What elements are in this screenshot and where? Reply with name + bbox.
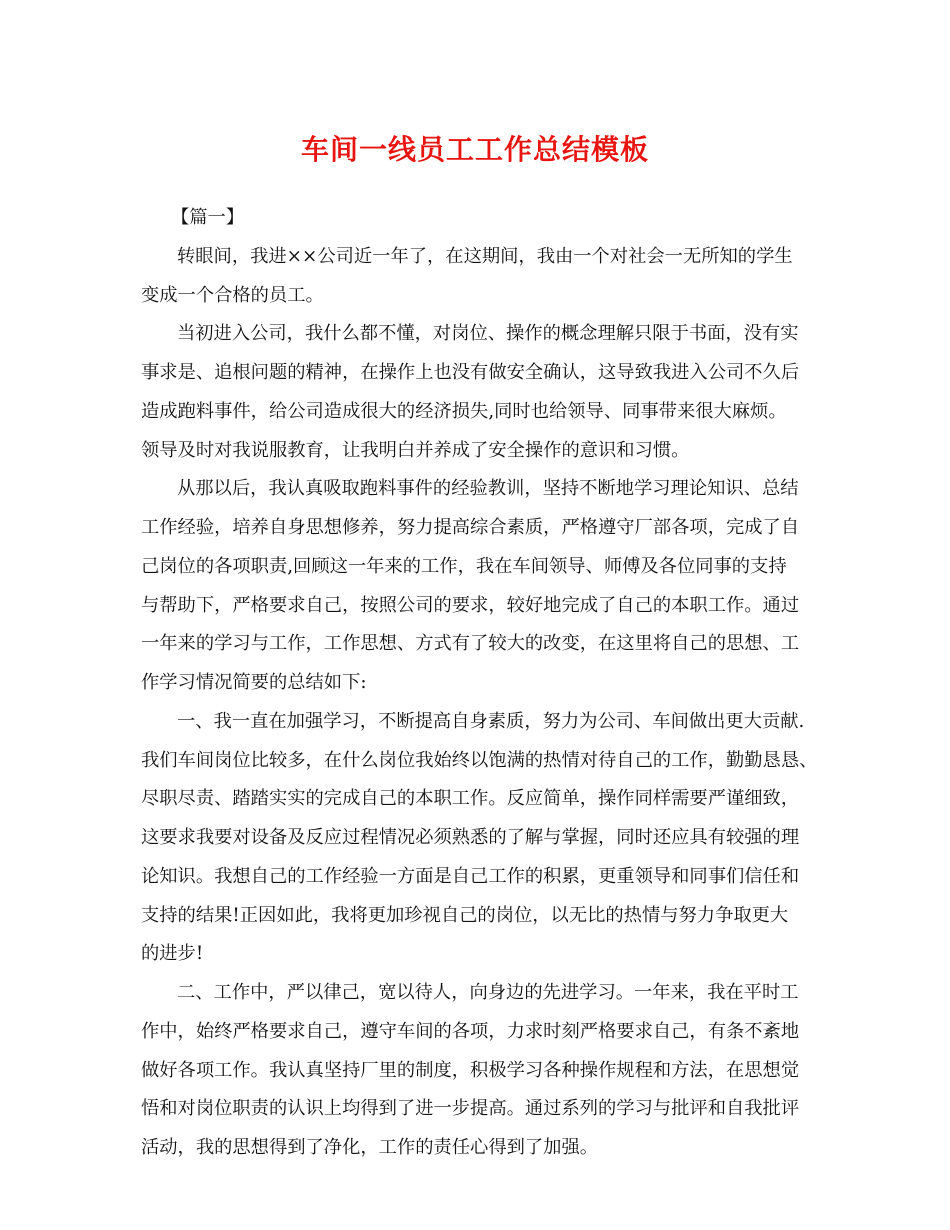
text-line: 当初进入公司，我什么都不懂，对岗位、操作的概念理解只限于书面，没有实	[177, 323, 799, 344]
text-line: 我们车间岗位比较多，在什么岗位我始终以饱满的热情对待自己的工作，勤勤恳恳、	[141, 750, 818, 771]
text-line: 活动，我的思想得到了净化，工作的责任心得到了加强。	[141, 1137, 599, 1158]
text-line: 变成一个合格的员工。	[141, 285, 324, 306]
text-line: 尽职尽责、踏踏实实的完成自己的本职工作。反应简单，操作同样需要严谨细致，	[141, 788, 800, 809]
document-title: 车间一线员工工作总结模板	[300, 133, 649, 166]
text-line: 支持的结果!正因如此，我将更加珍视自己的岗位，以无比的热情与努力争取更大	[141, 905, 789, 926]
text-line: 作中，始终严格要求自己，遵守车间的各项，力求时刻严格要求自己，有条不紊地	[141, 1021, 800, 1042]
text-line: 做好各项工作。我认真坚持厂里的制度，积极学习各种操作规程和方法，在思想觉	[141, 1060, 800, 1081]
text-line: 事求是、追根问题的精神，在操作上也没有做安全确认，这导致我进入公司不久后	[141, 362, 800, 383]
text-line: 论知识。我想自己的工作经验一方面是自己工作的积累，更重领导和同事们信任和	[141, 866, 800, 887]
text-line: 的进步!	[141, 943, 204, 964]
text-line: 作学习情况简要的总结如下:	[141, 672, 367, 693]
text-line: 悟和对岗位职责的认识上均得到了进一步提高。通过系列的学习与批评和自我批评	[141, 1098, 800, 1119]
text-line: 造成跑料事件，给公司造成很大的经济损失,同时也给领导、同事带来很大麻烦。	[141, 401, 787, 422]
text-line: 一年来的学习与工作，工作思想、方式有了较大的改变，在这里将自己的思想、工	[141, 633, 800, 654]
text-line: 这要求我要对设备及反应过程情况必须熟悉的了解与掌握，同时还应具有较强的理	[141, 827, 800, 848]
text-line: 从那以后，我认真吸取跑料事件的经验教训，坚持不断地学习理论知识、总结	[177, 478, 799, 499]
text-line: 与帮助下，严格要求自己，按照公司的要求，较好地完成了自己的本职工作。通过	[141, 595, 800, 616]
text-line: 转眼间，我进××公司近一年了，在这期间，我由一个对社会一无所知的学生	[177, 246, 793, 267]
text-line: 二、工作中，严以律己，宽以待人，向身边的先进学习。一年来，我在平时工	[177, 982, 799, 1003]
text-line: 工作经验，培养自身思想修养，努力提高综合素质，严格遵守厂部各项，完成了自	[141, 517, 800, 538]
text-line: 己岗位的各项职责,回顾这一年来的工作，我在车间领导、师傅及各位同事的支持	[141, 556, 787, 577]
section-heading: 【篇一】	[171, 207, 245, 228]
text-line: 领导及时对我说服教育，让我明白并养成了安全操作的意识和习惯。	[141, 440, 690, 461]
text-line: 一、我一直在加强学习，不断提高自身素质，努力为公司、车间做出更大贡献.	[177, 711, 805, 732]
